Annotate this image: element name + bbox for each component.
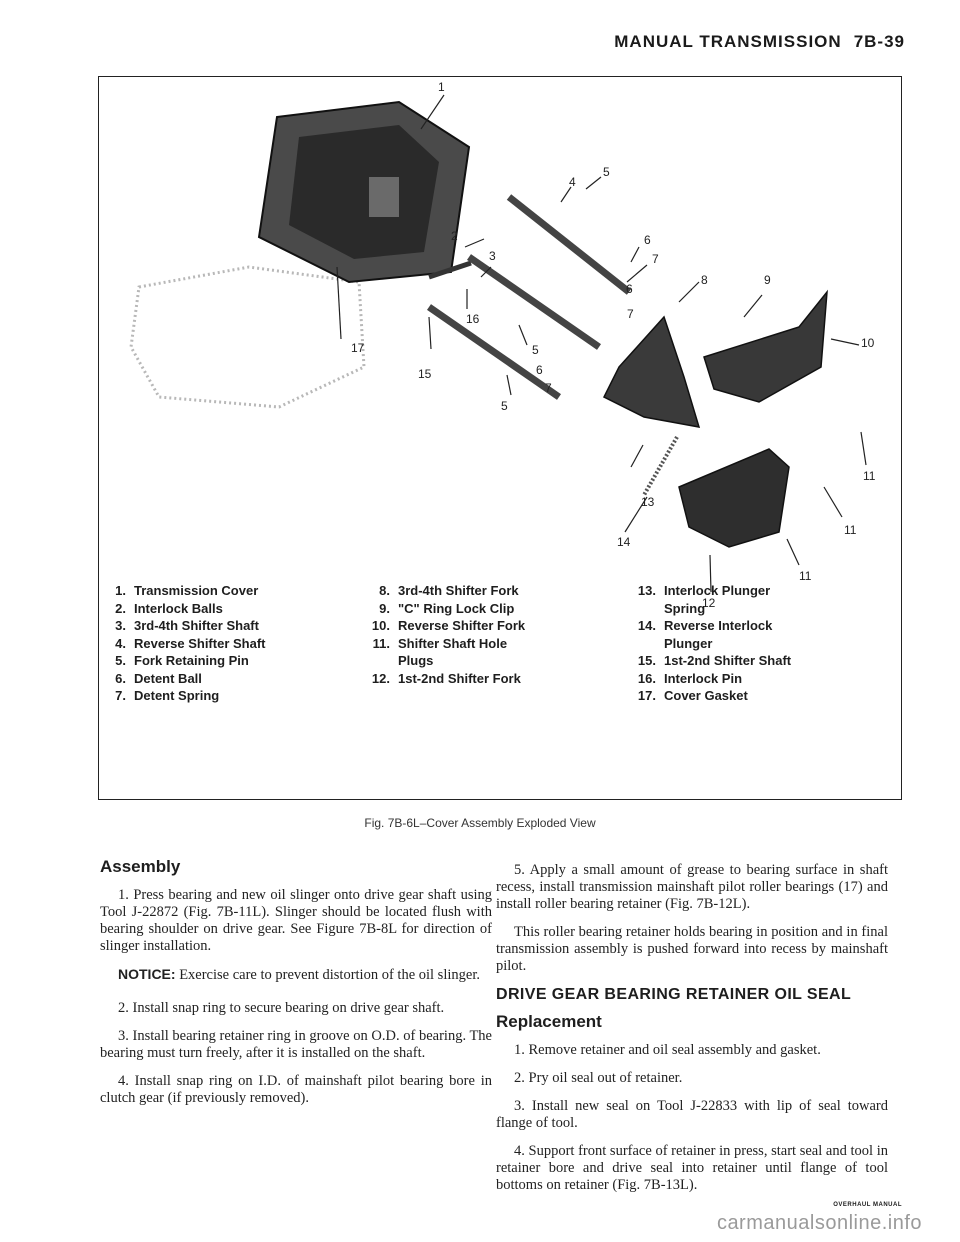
legend-item: 14. Reverse Interlock xyxy=(637,618,773,633)
reverse-shafter-shaft-shape xyxy=(509,197,629,292)
callout-6b: 6 xyxy=(626,282,633,296)
notice-label: NOTICE: xyxy=(118,966,176,982)
section-heading-assembly: Assembly xyxy=(100,857,181,876)
notice-text: Exercise care to prevent distortion of the oil slinger. xyxy=(175,967,480,983)
legend-item: 4. Reverse Shifter Shaft xyxy=(115,635,266,651)
callout-7c: 7 xyxy=(545,381,552,395)
third-fourth-fork-shape xyxy=(604,317,699,427)
page-header xyxy=(614,32,905,52)
legend-item: 13. Interlock Plunger xyxy=(637,583,771,598)
paragraph: 4. Install snap ring on I.D. of mainshaft pilot bearing bore in clutch gear (if previously removed). xyxy=(100,1073,492,1106)
legend-item: 12. 1st-2nd Shifter Fork xyxy=(371,670,521,686)
legend-item: 2. Interlock Balls xyxy=(115,600,223,616)
section-heading-oil-seal: DRIVE GEAR BEARING RETAINER OIL SEAL xyxy=(496,986,852,1003)
callout-9: 9 xyxy=(764,273,771,287)
paragraph: 5. Apply a small amount of grease to bearing surface in shaft recess, install transmission mainshaft pilot roller bearings (17) and install roller bearing retainer (Fig. 7B-12L). xyxy=(496,862,888,912)
callout-3: 3 xyxy=(489,249,496,263)
callout-6c: 6 xyxy=(536,363,543,377)
step: 4. Support front surface of retainer in press, start seal and tool in retainer bore and drive seal into retainer until flange of tool bottoms on retainer (Fig. 7B-13L). xyxy=(496,1143,888,1193)
legend-column-3 xyxy=(628,582,791,705)
callout-13: 13 xyxy=(641,495,655,509)
callout-7: 7 xyxy=(652,252,659,266)
paragraph: 2. Install snap ring to secure bearing on drive gear shaft. xyxy=(118,1000,445,1016)
reverse-fork-shape xyxy=(704,292,827,402)
right-column xyxy=(496,862,888,1205)
callout-7b: 7 xyxy=(627,307,634,321)
legend-column-2 xyxy=(362,582,525,687)
first-second-fork-shape xyxy=(679,449,789,547)
notice-block xyxy=(118,966,492,984)
callout-16: 16 xyxy=(466,312,480,326)
legend-item: 16. Interlock Pin xyxy=(637,670,743,686)
callout-14: 14 xyxy=(617,535,631,549)
legend-item: 1. Transmission Cover xyxy=(115,583,259,598)
third-fourth-shaft-shape xyxy=(469,257,599,347)
legend-item: 6. Detent Ball xyxy=(115,670,202,686)
legend-item: 7. Detent Spring xyxy=(115,688,220,703)
callout-1: 1 xyxy=(438,80,445,94)
callout-2: 2 xyxy=(451,229,458,243)
callout-5: 5 xyxy=(603,165,610,179)
legend-item-continued: Plunger xyxy=(664,635,713,651)
paragraph: 3. Install bearing retainer ring in groove on O.D. of bearing. The bearing must turn freely, after it is installed on the shaft. xyxy=(100,1028,492,1061)
callout-5b: 5 xyxy=(532,343,539,357)
step: 3. Install new seal on Tool J-22833 with lip of seal toward flange of tool. xyxy=(496,1098,888,1131)
left-column xyxy=(100,858,492,1118)
legend-item: 17. Cover Gasket xyxy=(637,688,748,703)
subheading-replacement: Replacement xyxy=(496,1012,602,1031)
legend-item-continued: Plugs xyxy=(398,653,434,668)
paragraph: 1. Press bearing and new oil slinger onto drive gear shaft using Tool J-22872 (Fig. 7B-11L). Slinger should be located flush with bearing shoulder on drive gear. See Figure 7B-8L for direction of slinger installation. xyxy=(100,887,492,954)
callout-11b: 11 xyxy=(844,523,857,537)
legend-item: 8. 3rd-4th Shifter Fork xyxy=(379,583,519,598)
legend-item: 9. "C" Ring Lock Clip xyxy=(379,600,515,616)
callout-12: 12 xyxy=(702,596,716,610)
legend-item: 15. 1st-2nd Shifter Shaft xyxy=(637,653,792,668)
page-number: 7B-39 xyxy=(853,32,905,51)
step: 2. Pry oil seal out of retainer. xyxy=(514,1070,683,1086)
callout-4: 4 xyxy=(569,175,576,189)
first-second-shaft-shape xyxy=(429,307,559,397)
callout-6: 6 xyxy=(644,233,651,247)
watermark: carmanualsonline.info xyxy=(716,1212,922,1234)
interlock-spring-shape xyxy=(644,437,677,495)
callout-11a: 11 xyxy=(863,469,876,483)
legend-item: 10. Reverse Shifter Fork xyxy=(371,618,526,633)
callout-10: 10 xyxy=(861,336,875,350)
callout-17: 17 xyxy=(351,341,365,355)
legend-column-1 xyxy=(98,582,266,705)
callout-8: 8 xyxy=(701,273,708,287)
header-title: MANUAL TRANSMISSION xyxy=(614,32,842,51)
legend-item: 5. Fork Retaining Pin xyxy=(115,653,249,668)
step: 1. Remove retainer and oil seal assembly and gasket. xyxy=(514,1042,821,1058)
legend-item-continued: Spring xyxy=(664,600,706,616)
cover-detail-shape xyxy=(369,177,399,217)
callout-15: 15 xyxy=(418,367,432,381)
cover-gasket-shape xyxy=(131,267,364,407)
figure-caption: Fig. 7B-6L–Cover Assembly Exploded View xyxy=(364,816,596,830)
callout-11c: 11 xyxy=(799,569,812,583)
legend-item: 3. 3rd-4th Shifter Shaft xyxy=(115,618,259,633)
callout-5c: 5 xyxy=(501,399,508,413)
paragraph: This roller bearing retainer holds bearing in position and in final transmission assembly is pushed forward into recess by mainshaft pilot. xyxy=(496,924,888,974)
legend-item: 11. Shifter Shaft Hole xyxy=(372,635,508,651)
footer-mark: OVERHAUL MANUAL xyxy=(833,1202,902,1208)
